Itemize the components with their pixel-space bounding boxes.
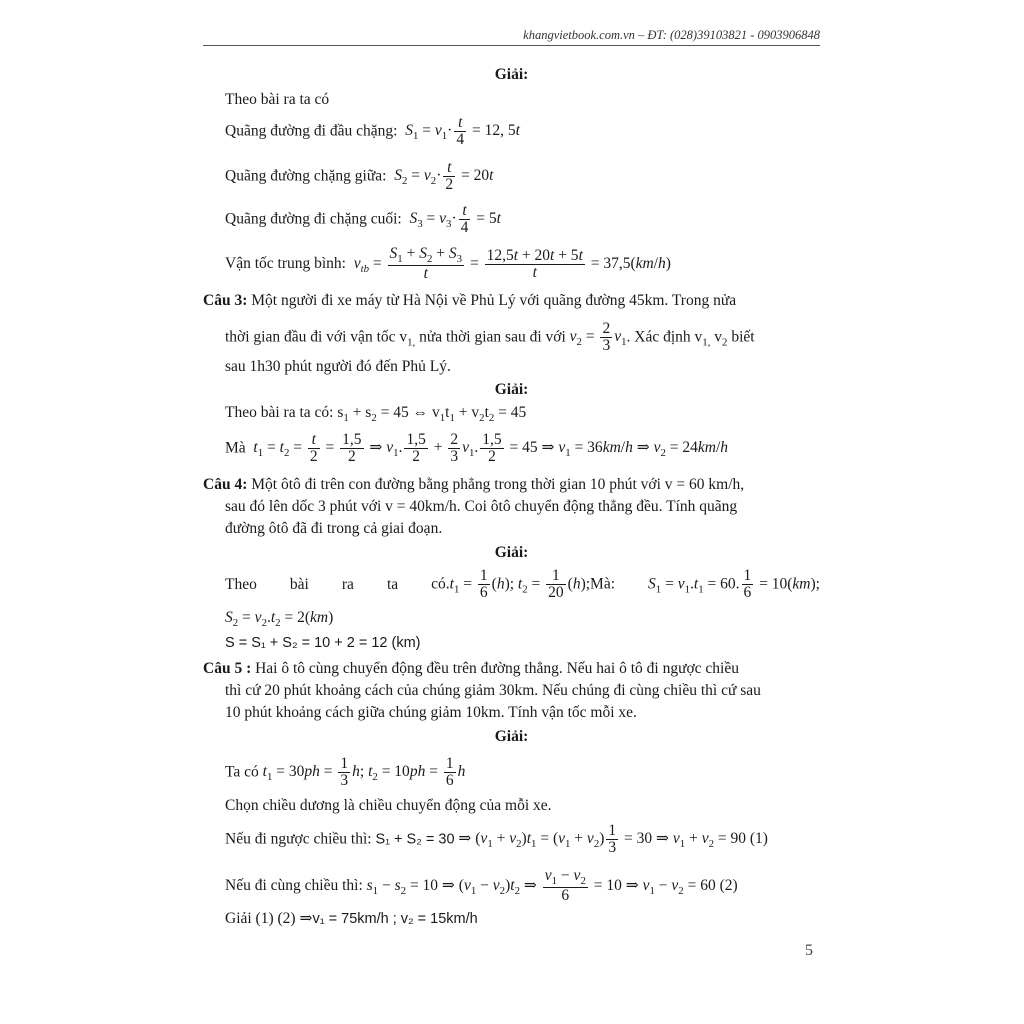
solution-3-line-1: Theo bài ra ta có: $s_1 + s_2 = 45$ ⇔ $v_1t_1 + v_2t_2 = 45$ bbox=[225, 404, 527, 425]
intro-line: Theo bài ra ta có bbox=[225, 91, 330, 108]
formula: $S_1 = v_1\cdot$ $\frac{t}{4}$ = 12, 5t bbox=[405, 114, 520, 149]
solution-5-line-1: Ta có $t_1 = 30ph$ = $\frac{1}{3}$ h; $t_2 = 10ph$ = $\frac{1}{6}$ h bbox=[225, 755, 466, 790]
formula: $v_{tb}$ = $\frac{S_1 + S_2 + S_3}{t}$ = $\frac{12,5t + 20t + 5t}{t}$ = 37,5(km/h) bbox=[353, 245, 671, 283]
formula-line-4 bbox=[225, 246, 671, 283]
question-text: Hai ô tô cùng chuyển động đều trên đường thẳng. Nếu hai ô tô đi ngược chiều bbox=[255, 660, 739, 677]
solution-4-line-1: Theo bài ra ta $có.t_1$ = $\frac{1}{6}$ (h); $t_2$ = $\frac{1}{20}$ (h);Mà: $S_1 = v_1.t_1 = 60$. $\frac{1}{6}$ = 10(km); bbox=[225, 567, 820, 602]
formula: $t_1 = t_2$ = $\frac{t}{2}$ = $\frac{1,5}{2}$ ⇒ $v_1$. $\frac{1,5}{2}$ + $\frac{2}{3}$ $v_1$. $\frac{1,5}{2}$ = 45 ⇒ $v_1 = 36km/h$ ⇒ $v_2 = 24km/h$ bbox=[253, 431, 729, 466]
question-4 bbox=[203, 476, 744, 494]
formula: $s_1 + s_2 = 45$ ⇔ $v_1t_1 + v_2t_2 = 45$ bbox=[337, 404, 527, 425]
solution-5-line-4: Nếu đi cùng chiều thì: $s_1 - s_2 = 10$ ⇒ $(v_1 - v_2)t_2$ ⇒ $\frac{v_1 - v_2}{6}$ = 10 ⇒ $v_1 - v_2 = 60$ (2) bbox=[225, 867, 738, 905]
solution-title: Giải: bbox=[494, 728, 529, 745]
question-5 bbox=[203, 660, 739, 678]
formula-line-1 bbox=[225, 115, 520, 149]
solution-5-line-2: Chọn chiều dương là chiều chuyển động của mỗi xe. bbox=[225, 797, 552, 814]
question-4-line-3: đường ôtô đã đi trong cả giai đoạn. bbox=[225, 520, 443, 537]
question-text: Một ôtô đi trên con đường bằng phẳng trong thời gian 10 phút với v = 60 km/h, bbox=[251, 476, 745, 493]
question-3-line-2: thời gian đầu đi với vận tốc $v_{1,}$ nửa thời gian sau đi với $v_2$ = $\frac{2}{3}$ $v_1$. Xác định $v_{1,}$ $v_2$ biết bbox=[225, 320, 755, 355]
solution-title: Giải: bbox=[494, 544, 529, 561]
line-label: Quãng đường đi đầu chặng: bbox=[225, 122, 398, 140]
solution-5-line-5: Giải (1) (2) ⇒v₁ = 75km/h ; v₂ = 15km/h bbox=[225, 910, 478, 927]
solution-3-line-2: Mà $t_1 = t_2$ = $\frac{t}{2}$ = $\frac{1,5}{2}$ ⇒ $v_1$. $\frac{1,5}{2}$ + $\frac{2}{3}$ $v_1$. $\frac{1,5}{2}$ = 45 ⇒ $v_1 = 36km/h$ ⇒ $v_2 = 24km/h$ bbox=[225, 431, 729, 466]
solution-title: Giải: bbox=[494, 381, 529, 398]
header-rule bbox=[203, 45, 820, 46]
implies-arrow: ⇒ bbox=[299, 910, 313, 927]
formula: $t_1 = 30ph$ = $\frac{1}{3}$ h; $t_2 = 10ph$ = $\frac{1}{6}$ h bbox=[262, 755, 466, 790]
formula-line-3 bbox=[225, 203, 501, 237]
solution-4-line-3: S = S₁ + S₂ = 10 + 2 = 12 (km) bbox=[225, 635, 421, 651]
page-number: 5 bbox=[805, 942, 813, 959]
question-3-line-3: sau 1h30 phút người đó đến Phủ Lý. bbox=[225, 358, 451, 375]
question-4-line-2: sau đó lên dốc 3 phút với v = 40km/h. Coi ôtô chuyển động thẳng đều. Tính quãng bbox=[225, 498, 738, 515]
question-text: Một người đi xe máy từ Hà Nội về Phủ Lý với quãng đường 45km. Trong nửa bbox=[251, 292, 737, 309]
question-5-line-3: 10 phút khoảng cách giữa chúng giảm 10km. Tính vận tốc mỗi xe. bbox=[225, 704, 637, 721]
formula: $v_2$ = $\frac{2}{3}$ $v_1$ bbox=[569, 320, 627, 355]
page-header: khangvietbook.com.vn – ĐT: (028)39103821 - 0903906848 bbox=[523, 28, 820, 42]
formula: $S_2 = v_2.t_2 = 2(km)$ bbox=[225, 609, 334, 630]
formula: ⇒ $(v_1 + v_2)t_1 = (v_1 + v_2)$ $\frac{1}{3}$ = 30 ⇒ $v_1 + v_2 = 90$ (1) bbox=[458, 822, 768, 857]
solution-title: Giải: bbox=[494, 66, 529, 83]
formula: $s_1 - s_2 = 10$ ⇒ $(v_1 - v_2)t_2$ ⇒ $\frac{v_1 - v_2}{6}$ = 10 ⇒ $v_1 - v_2 = 60$ (2) bbox=[366, 867, 738, 905]
line-label: Vận tốc trung bình: bbox=[225, 254, 346, 272]
solution-4-line-2 bbox=[225, 609, 333, 629]
solution-5-line-3: Nếu đi ngược chiều thì: S₁ + S₂ = 30 ⇒ $(v_1 + v_2)t_1 = (v_1 + v_2)$ $\frac{1}{3}$ = 30 ⇒ $v_1 + v_2 = 90$ (1) bbox=[225, 822, 768, 857]
formula: $S_1 = v_1.t_1 = 60$. $\frac{1}{6}$ = 10(km); bbox=[648, 567, 820, 602]
question-3 bbox=[203, 292, 736, 310]
line-label: Quãng đường đi chặng cuối: bbox=[225, 210, 402, 228]
question-label: Câu 5 : bbox=[203, 660, 252, 677]
formula-line-2 bbox=[225, 160, 493, 194]
formula: $S_3 = v_3\cdot$ $\frac{t}{4}$ = 5t bbox=[409, 202, 501, 237]
question-5-line-2: thì cứ 20 phút khoảng cách của chúng giảm 30km. Nếu chúng đi cùng chiều thì cứ sau bbox=[225, 682, 761, 699]
question-label: Câu 4: bbox=[203, 476, 248, 493]
question-label: Câu 3: bbox=[203, 292, 248, 309]
formula: $có.t_1$ = $\frac{1}{6}$ (h); $t_2$ = $\frac{1}{20}$ (h);Mà: bbox=[431, 567, 616, 602]
formula: $S_2 = v_2\cdot$ $\frac{t}{2}$ = 20t bbox=[394, 159, 494, 194]
line-label: Quãng đường chặng giữa: bbox=[225, 167, 387, 185]
